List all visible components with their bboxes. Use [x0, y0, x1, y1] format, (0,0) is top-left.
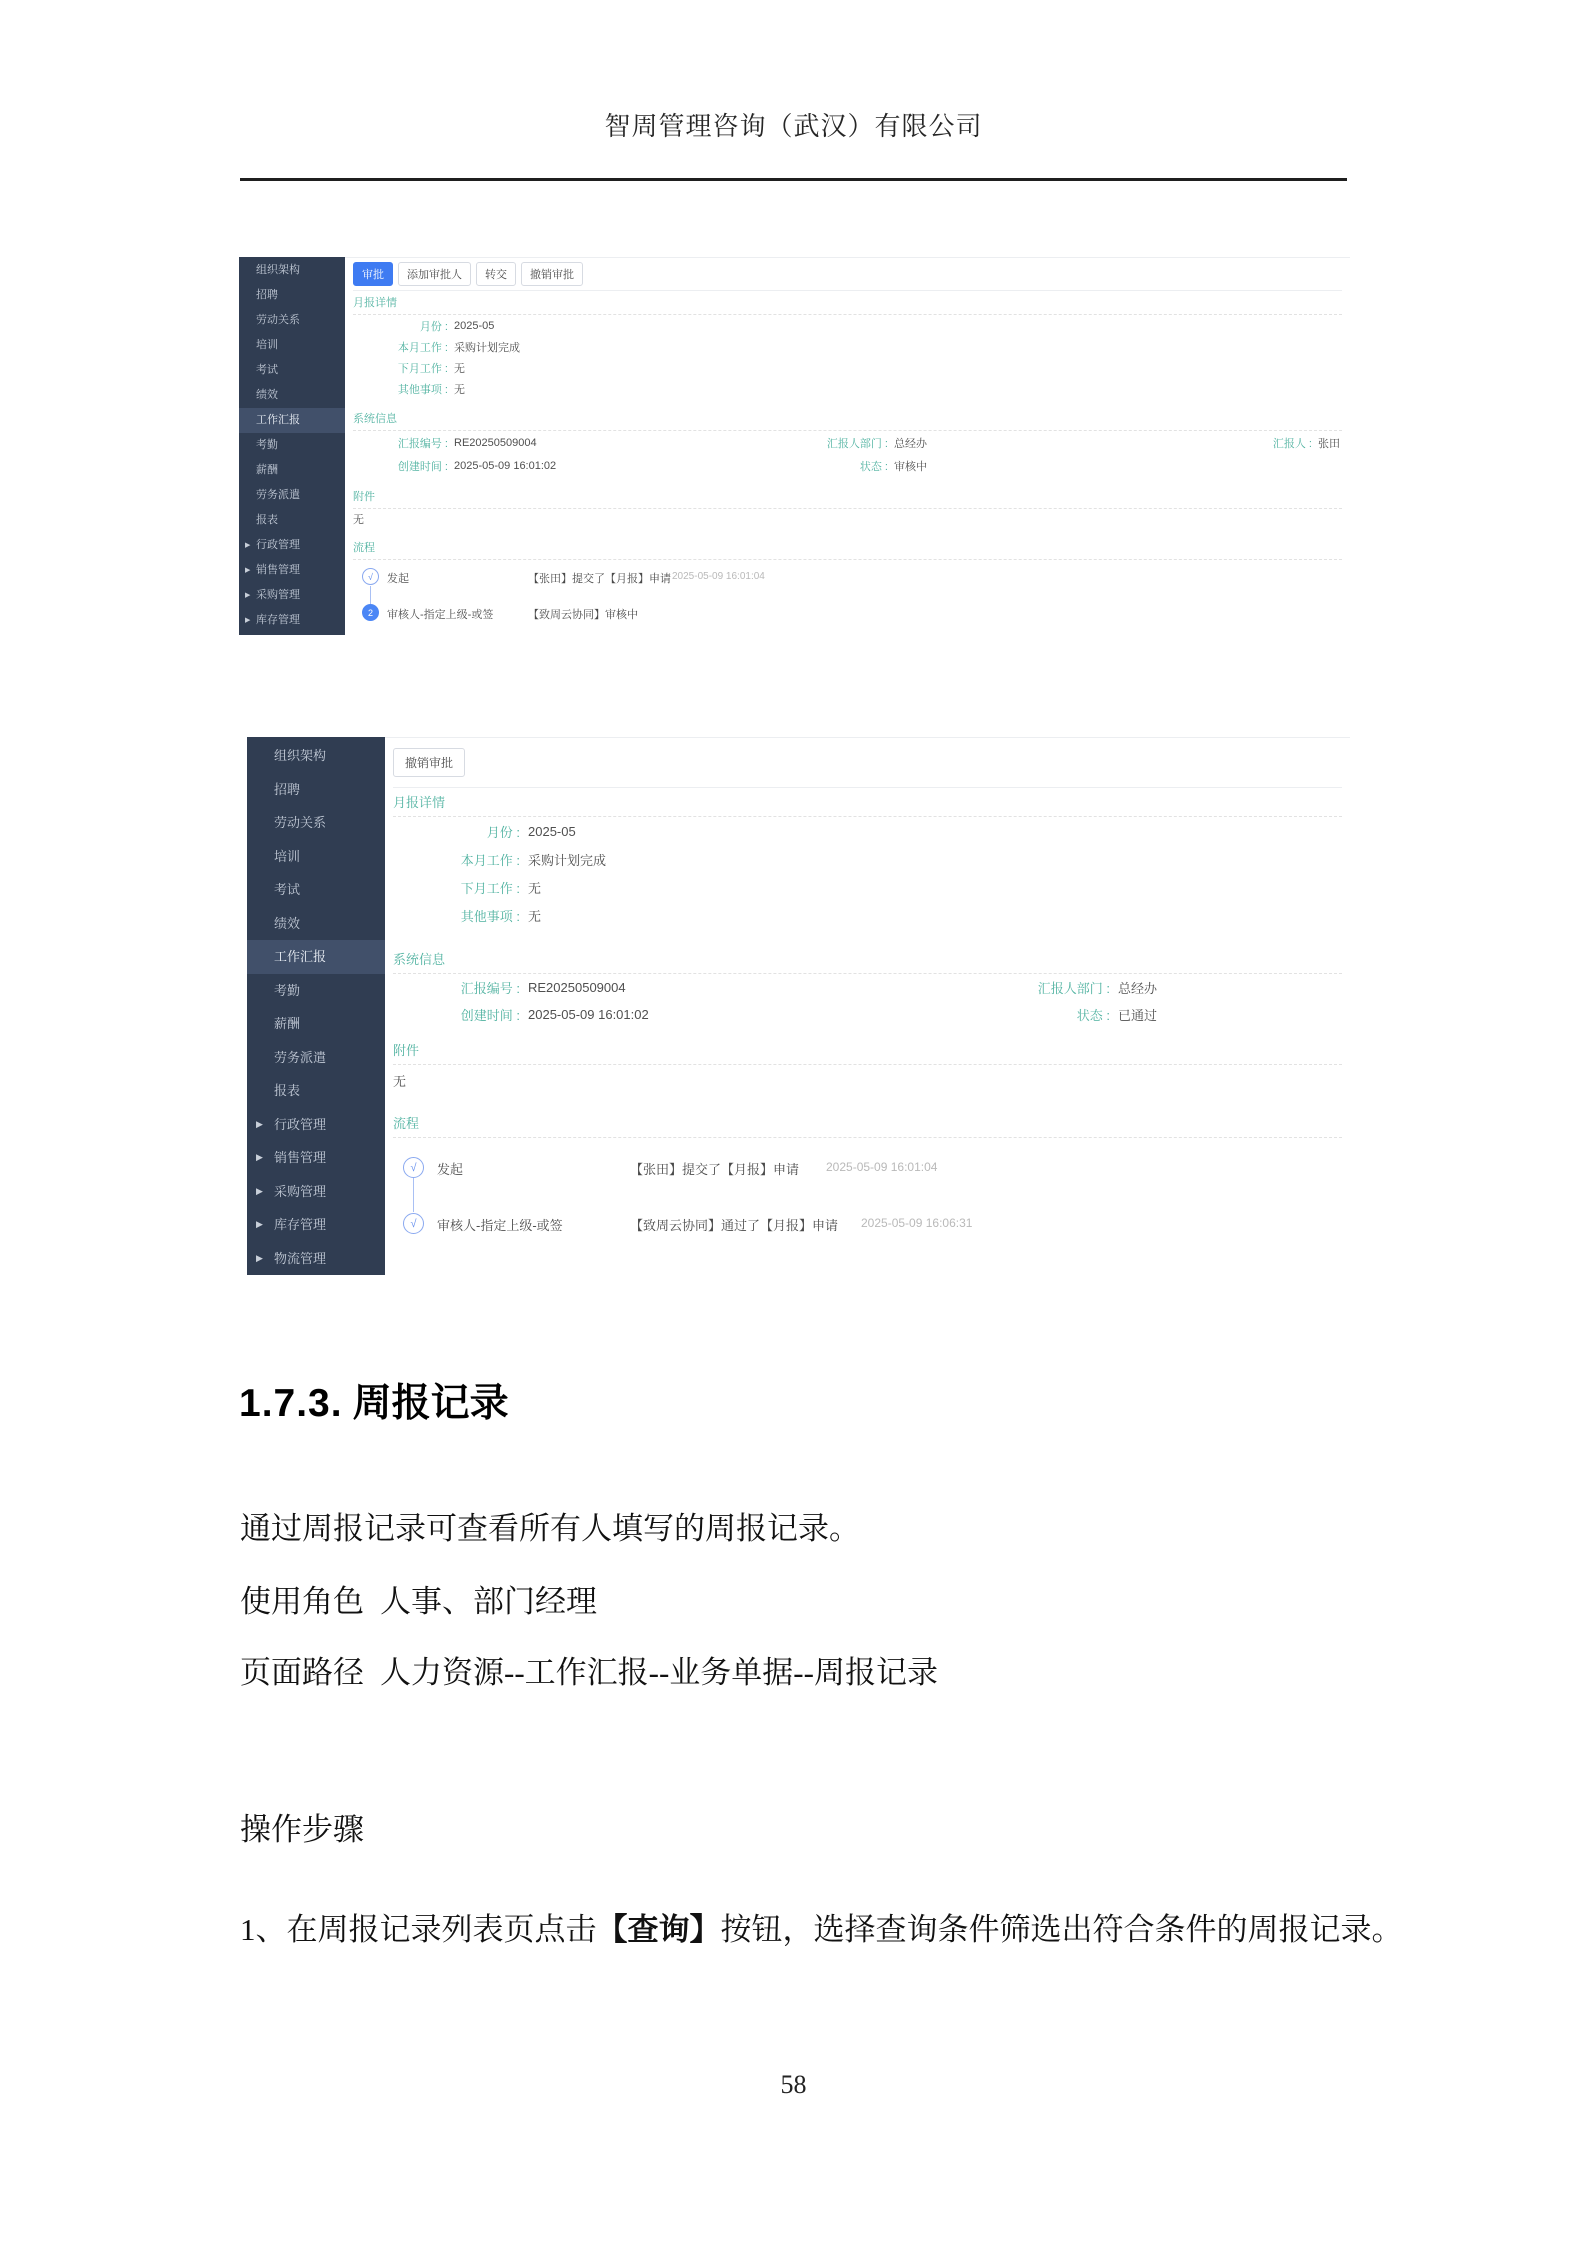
field-label: 状态 : — [1076, 1008, 1110, 1023]
header-rule — [240, 178, 1347, 181]
section-title-flow: 流程 — [353, 536, 1342, 560]
sidebar-item-label: 销售管理 — [256, 564, 300, 576]
sidebar-item-label: 采购管理 — [274, 1183, 327, 1199]
sidebar-item-label: 库存管理 — [256, 614, 300, 626]
sidebar-item-report-forms[interactable]: 报表 — [256, 514, 278, 526]
field-next-month-work — [393, 873, 1342, 901]
flow-step-time: 2025-05-09 16:06:31 — [861, 1216, 973, 1230]
field-dept — [808, 431, 927, 454]
revoke-approval-button[interactable]: 撤销审批 — [521, 262, 583, 286]
section-title-system-info: 系统信息 — [353, 407, 1342, 431]
sidebar-item-purchase-mgmt[interactable] — [247, 1175, 385, 1209]
status-badge: 已通过 — [1118, 1008, 1158, 1023]
field-label: 汇报人部门 : — [1037, 981, 1110, 996]
sidebar-item-exam[interactable]: 考试 — [274, 882, 301, 897]
sidebar-item-label: 库存管理 — [274, 1217, 327, 1232]
sidebar-item-training[interactable]: 培训 — [274, 848, 301, 864]
field-label: 创建时间 : — [460, 1008, 520, 1023]
section-title-attachment: 附件 — [393, 1040, 1342, 1065]
heading-number: 1.7.3. — [239, 1382, 343, 1425]
flow-step-name: 发起 — [387, 573, 409, 585]
add-approver-button[interactable]: 添加审批人 — [398, 262, 471, 286]
sidebar-item-inventory-mgmt[interactable] — [239, 608, 345, 633]
attachment-value: 无 — [353, 513, 364, 526]
report-number: RE20250509004 — [454, 436, 537, 449]
sidebar-item-org[interactable]: 组织架构 — [274, 748, 327, 763]
field-label: 汇报人部门 : — [826, 437, 888, 450]
sidebar-item-sales-mgmt[interactable] — [239, 558, 345, 583]
created-time: 2025-05-09 16:01:02 — [454, 459, 557, 472]
flow-step-approver — [353, 594, 1342, 632]
sidebar-item-label: 行政管理 — [256, 539, 300, 551]
report-detail-panel — [345, 257, 1350, 635]
expand-arrow-icon: ▶ — [256, 1252, 263, 1263]
field-value: 无 — [454, 383, 465, 396]
report-detail-panel — [385, 737, 1350, 1275]
sidebar-item-labor[interactable]: 劳动关系 — [274, 815, 327, 830]
step1-suffix: 按钮，选择查询条件筛选出符合条件的周报记录。 — [720, 1912, 1403, 1947]
field-label: 其他事项 : — [460, 908, 520, 924]
check-circle-icon: √ — [403, 1157, 424, 1178]
field-value: 采购计划完成 — [528, 852, 607, 868]
field-label: 创建时间 : — [397, 460, 448, 473]
expand-arrow-icon: ▶ — [245, 542, 251, 549]
sidebar — [239, 257, 345, 635]
flow-step-approver — [393, 1196, 1342, 1250]
field-status — [1033, 1001, 1157, 1028]
section-title-report-detail: 月报详情 — [353, 291, 1342, 315]
sidebar-item-attendance[interactable]: 考勤 — [274, 982, 301, 998]
approval-flow — [353, 560, 1342, 632]
field-value: 张田 — [1318, 437, 1340, 450]
screenshot-monthly-report-approved — [247, 737, 1350, 1275]
expand-arrow-icon: ▶ — [256, 1118, 263, 1129]
flow-step-initiate — [353, 560, 1342, 594]
field-value: 无 — [454, 362, 465, 375]
flow-step-detail: 【张田】提交了【月报】申请 — [630, 1162, 800, 1177]
expand-arrow-icon: ▶ — [245, 617, 251, 624]
field-label: 下月工作 : — [397, 362, 448, 375]
flow-step-detail: 【张田】提交了【月报】申请 — [528, 573, 671, 585]
sidebar-item-salary[interactable]: 薪酬 — [256, 464, 278, 476]
field-dept — [1033, 974, 1157, 1001]
section-title-report-detail: 月报详情 — [393, 788, 1342, 817]
field-value: 总经办 — [894, 437, 927, 450]
sidebar-item-report-forms[interactable]: 报表 — [274, 1083, 301, 1098]
page-number: 58 — [780, 2070, 807, 2099]
field-value: 2025-05 — [454, 319, 495, 332]
field-label: 本月工作 : — [397, 341, 448, 354]
field-reporter — [1217, 431, 1340, 454]
field-this-month-work — [393, 845, 1342, 873]
approve-button[interactable]: 审批 — [353, 262, 393, 286]
status-badge: 审核中 — [894, 460, 927, 473]
field-value: 2025-05 — [528, 823, 576, 839]
field-label: 其他事项 : — [397, 383, 448, 396]
field-this-month-work — [353, 336, 1342, 357]
expand-arrow-icon: ▶ — [256, 1152, 263, 1162]
field-label: 下月工作 : — [460, 880, 520, 896]
approval-flow — [393, 1138, 1342, 1250]
sidebar-item-label: 销售管理 — [274, 1150, 327, 1165]
system-info-row — [393, 974, 1342, 1001]
field-month — [393, 817, 1342, 845]
sidebar-item-labor[interactable]: 劳动关系 — [256, 314, 300, 326]
sidebar-item-label: 物流管理 — [274, 1250, 327, 1266]
field-next-month-work — [353, 357, 1342, 378]
paragraph-steps-title: 操作步骤 — [240, 1812, 364, 1847]
expand-arrow-icon: ▶ — [256, 1185, 263, 1196]
path-value: 人力资源--工作汇报--业务单据--周报记录 — [380, 1655, 938, 1690]
sidebar-item-performance[interactable]: 绩效 — [256, 389, 278, 401]
sidebar-item-label: 行政管理 — [274, 1116, 327, 1132]
heading-title: 周报记录 — [352, 1382, 509, 1425]
flow-step-time: 2025-05-09 16:01:04 — [826, 1160, 938, 1174]
sidebar-item-exam[interactable]: 考试 — [256, 364, 278, 376]
field-label: 月份 : — [486, 824, 520, 840]
system-info-row — [353, 431, 1342, 454]
step1-prefix: 1、在周报记录列表页点击 — [240, 1912, 597, 1947]
system-info-row — [393, 1001, 1342, 1028]
section-heading — [239, 1372, 509, 1428]
role-label: 使用角色 — [240, 1584, 364, 1619]
section-title-system-info: 系统信息 — [393, 949, 1342, 974]
field-other-items — [393, 901, 1342, 929]
flow-step-detail: 【致周云协同】审核中 — [528, 609, 638, 621]
expand-arrow-icon: ▶ — [245, 567, 251, 574]
sidebar-item-dispatch[interactable]: 劳务派遣 — [256, 489, 300, 501]
path-label: 页面路径 — [240, 1655, 364, 1690]
flow-step-initiate — [393, 1138, 1342, 1196]
expand-arrow-icon: ▶ — [256, 1219, 263, 1229]
step1-query-button-ref: 【查询】 — [596, 1912, 721, 1947]
company-header: 智周管理咨询（武汉）有限公司 — [604, 112, 983, 141]
field-label: 汇报编号 : — [460, 981, 520, 996]
approval-toolbar — [353, 258, 1342, 291]
sidebar-item-dispatch[interactable]: 劳务派遣 — [274, 1049, 327, 1065]
transfer-button[interactable]: 转交 — [476, 262, 516, 286]
field-value: 无 — [528, 880, 542, 896]
expand-arrow-icon: ▶ — [245, 592, 251, 599]
sidebar-item-label: 采购管理 — [256, 589, 300, 601]
field-label: 汇报编号 : — [397, 437, 448, 450]
sidebar-item-work-report[interactable]: 工作汇报 — [247, 940, 385, 974]
paragraph-path — [240, 1647, 938, 1692]
created-time: 2025-05-09 16:01:02 — [528, 1007, 649, 1022]
field-status — [808, 454, 927, 477]
field-label: 汇报人 : — [1272, 437, 1312, 450]
sidebar-item-logistics-mgmt[interactable] — [247, 1242, 385, 1276]
role-value: 人事、部门经理 — [380, 1584, 597, 1619]
attachment-value: 无 — [393, 1073, 407, 1089]
report-number: RE20250509004 — [528, 980, 626, 995]
sidebar-item-training[interactable]: 培训 — [256, 339, 278, 351]
step-number-badge: 2 — [362, 604, 379, 621]
sidebar-item-recruit[interactable]: 招聘 — [256, 289, 278, 301]
revoke-approval-button[interactable]: 撤销审批 — [393, 748, 465, 777]
sidebar-item-sales-mgmt[interactable] — [247, 1141, 385, 1175]
paragraph-role — [240, 1576, 597, 1621]
system-info-row — [353, 454, 1342, 477]
paragraph-step1 — [240, 1904, 1403, 1949]
field-value: 总经办 — [1118, 981, 1158, 996]
flow-step-time: 2025-05-09 16:01:04 — [672, 571, 765, 582]
sidebar-item-attendance[interactable]: 考勤 — [256, 439, 278, 451]
check-circle-icon: √ — [362, 568, 379, 585]
sidebar-item-recruit[interactable]: 招聘 — [274, 781, 301, 797]
sidebar — [247, 737, 385, 1275]
field-label: 状态 : — [859, 460, 888, 473]
field-value: 无 — [528, 908, 542, 924]
flow-step-name: 审核人-指定上级-或签 — [387, 609, 494, 621]
flow-step-name: 发起 — [437, 1162, 464, 1177]
sidebar-item-admin-mgmt[interactable] — [239, 533, 345, 558]
field-value: 采购计划完成 — [454, 341, 520, 354]
sidebar-item-salary[interactable]: 薪酬 — [274, 1016, 301, 1031]
field-month — [353, 315, 1342, 336]
section-title-flow: 流程 — [393, 1113, 1342, 1138]
sidebar-item-purchase-mgmt[interactable] — [239, 583, 345, 608]
flow-step-detail: 【致周云协同】通过了【月报】申请 — [630, 1218, 839, 1233]
sidebar-item-admin-mgmt[interactable] — [247, 1108, 385, 1142]
sidebar-item-work-report[interactable]: 工作汇报 — [239, 408, 345, 433]
field-other-items — [353, 378, 1342, 399]
approval-toolbar — [393, 738, 1342, 788]
check-circle-icon: √ — [403, 1213, 424, 1234]
field-label: 月份 : — [419, 320, 448, 333]
sidebar-item-org[interactable]: 组织架构 — [256, 264, 300, 276]
flow-step-name: 审核人-指定上级-或签 — [437, 1218, 563, 1233]
sidebar-item-performance[interactable]: 绩效 — [274, 915, 301, 931]
screenshot-monthly-report-pending — [239, 257, 1350, 635]
sidebar-item-inventory-mgmt[interactable] — [247, 1208, 385, 1242]
paragraph-intro: 通过周报记录可查看所有人填写的周报记录。 — [240, 1511, 860, 1546]
section-title-attachment: 附件 — [353, 485, 1342, 509]
field-label: 本月工作 : — [460, 852, 520, 868]
